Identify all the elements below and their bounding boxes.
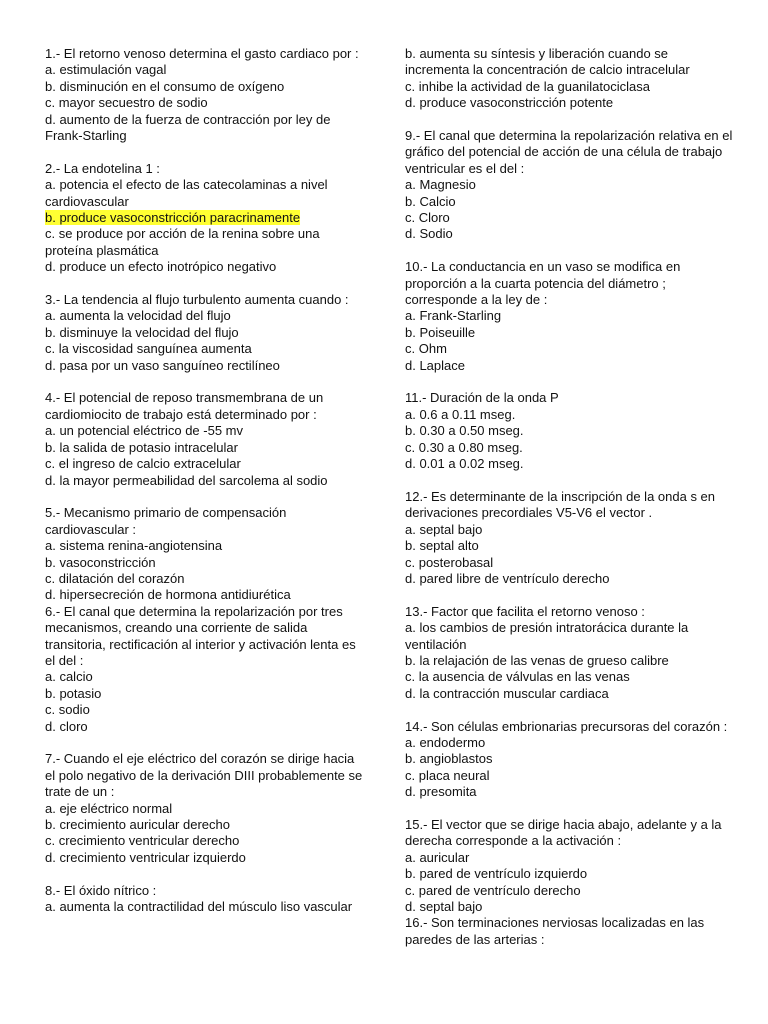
question-14 — [405, 719, 735, 801]
option-a: a. eje eléctrico normal — [45, 800, 173, 816]
option-c: c. crecimiento ventricular derecho — [45, 833, 240, 849]
option-c: c. Cloro — [405, 210, 450, 226]
option-b: b. la relajación de las venas de grueso calibre — [405, 652, 669, 668]
option-d: d. pared libre de ventrículo derecho — [405, 570, 610, 586]
option-a: a. aumenta la contractilidad del músculo liso vascular — [45, 899, 353, 915]
option-d: d. 0.01 a 0.02 mseg. — [405, 456, 524, 472]
question-stem: 3.- La tendencia al flujo turbulento aumenta cuando : — [45, 292, 349, 308]
option-d: d. septal bajo — [405, 899, 483, 915]
option-c: c. mayor secuestro de sodio — [45, 95, 208, 111]
question-stem: 4.- El potencial de reposo transmembrana de un cardiomiocito de trabajo está determinado por : — [45, 390, 324, 422]
option-c: c. el ingreso de calcio extracelular — [45, 456, 241, 472]
question-3 — [45, 292, 367, 374]
option-b: b. disminuye la velocidad del flujo — [45, 324, 239, 340]
option-d: d. cloro — [45, 718, 88, 734]
option-a: a. Frank-Starling — [405, 308, 502, 324]
option-c: c. placa neural — [405, 767, 490, 783]
option-a: a. sistema renina-angiotensina — [45, 538, 223, 554]
left-column — [45, 46, 367, 915]
question-12 — [405, 489, 735, 587]
option-d: d. la mayor permeabilidad del sarcolema al sodio — [45, 472, 328, 488]
question-stem: 14.- Son células embrionarias precursoras del corazón : — [405, 718, 728, 734]
question-11 — [405, 390, 735, 472]
option-a: a. septal bajo — [405, 521, 483, 537]
option-d: d. crecimiento ventricular izquierdo — [45, 849, 246, 865]
option-c: c. la viscosidad sanguínea aumenta — [45, 341, 252, 357]
question-8 — [45, 883, 367, 916]
question-stem: 8.- El óxido nítrico : — [45, 882, 157, 898]
right-column — [405, 46, 735, 948]
option-b: b. Poiseuille — [405, 324, 476, 340]
option-b: b. Calcio — [405, 193, 456, 209]
question-13 — [405, 604, 735, 702]
option-b: b. septal alto — [405, 538, 479, 554]
question-stem: 16.- Son terminaciones nerviosas localizadas en las paredes de las arterias : — [405, 915, 705, 947]
option-c: c. posterobasal — [405, 554, 494, 570]
question-stem: 6.- El canal que determina la repolarización por tres mecanismos, creando una corriente de salida transitoria, rectificación al interior y activación lenta es el del : — [45, 603, 356, 668]
option-d: d. hipersecreción de hormona antidiurética — [45, 587, 291, 603]
option-a: a. un potencial eléctrico de -55 mv — [45, 423, 243, 439]
question-15 — [405, 817, 735, 915]
option-a: a. Magnesio — [405, 177, 476, 193]
question-stem: 15.- El vector que se dirige hacia abajo, adelante y a la derecha corresponde a la activación : — [405, 816, 722, 849]
option-d: d. Sodio — [405, 226, 453, 242]
question-9 — [405, 128, 735, 243]
question-7 — [45, 751, 367, 866]
option-a: a. auricular — [405, 849, 470, 865]
question-10 — [405, 259, 735, 374]
question-stem: 1.- El retorno venoso determina el gasto cardiaco por : — [45, 46, 359, 61]
option-a: a. 0.6 a 0.11 mseg. — [405, 406, 516, 422]
option-c: c. dilatación del corazón — [45, 570, 185, 586]
option-a: a. endodermo — [405, 734, 486, 750]
question-1 — [45, 46, 367, 144]
question-stem: 12.- Es determinante de la inscripción de la onda s en derivaciones precordiales V5-V6 el vector . — [405, 488, 716, 521]
option-b: b. la salida de potasio intracelular — [45, 439, 238, 455]
option-c: c. 0.30 a 0.80 mseg. — [405, 439, 523, 455]
option-d: d. pasa por un vaso sanguíneo rectilíneo — [45, 357, 280, 373]
question-stem: 10.- La conductancia en un vaso se modifica en proporción a la cuarta potencia del diámetro ; corresponde a la ley de : — [405, 259, 681, 308]
option-c: c. Ohm — [405, 341, 447, 357]
question-8-continued — [405, 46, 735, 112]
question-stem: 9.- El canal que determina la repolarización relativa en el gráfico del potencial de acción de una célula de trabajo ventricular es el del : — [405, 128, 733, 176]
option-b-highlighted — [45, 210, 367, 226]
question-stem: 5.- Mecanismo primario de compensación cardiovascular : — [45, 505, 287, 537]
option-d: d. aumento de la fuerza de contracción por ley de Frank-Starling — [45, 111, 331, 144]
option-d: d. produce vasoconstricción potente — [405, 95, 614, 111]
option-c: c. se produce por acción de la renina sobre una proteína plasmática — [45, 226, 320, 258]
option-c: c. la ausencia de válvulas en las venas — [405, 669, 630, 685]
question-stem: 13.- Factor que facilita el retorno venoso : — [405, 603, 645, 619]
option-a: a. calcio — [45, 669, 93, 685]
option-b: b. pared de ventrículo izquierdo — [405, 866, 588, 882]
option-a: a. potencia el efecto de las catecolaminas a nivel cardiovascular — [45, 177, 328, 209]
option-d: d. produce un efecto inotrópico negativo — [45, 259, 277, 275]
highlighted-answer: b. produce vasoconstricción paracrinamente — [45, 210, 301, 226]
option-b: b. disminución en el consumo de oxígeno — [45, 78, 285, 94]
question-2 — [45, 161, 367, 276]
question-5 — [45, 505, 367, 603]
option-b: b. crecimiento auricular derecho — [45, 817, 230, 833]
option-d: d. Laplace — [405, 357, 465, 373]
option-a: a. los cambios de presión intratorácica durante la ventilación — [405, 620, 689, 652]
option-d: d. presomita — [405, 784, 477, 800]
question-4 — [45, 390, 367, 488]
option-b: b. aumenta su síntesis y liberación cuando se incrementa la concentración de calcio intracelular — [405, 46, 690, 78]
option-b: b. 0.30 a 0.50 mseg. — [405, 423, 524, 439]
option-b: b. angioblastos — [405, 751, 493, 767]
option-c: c. inhibe la actividad de la guanilatociclasa — [405, 78, 650, 94]
option-c: c. sodio — [45, 702, 90, 718]
question-6 — [45, 604, 367, 735]
question-stem: 11.- Duración de la onda P — [405, 390, 559, 406]
option-a: a. estimulación vagal — [45, 62, 167, 78]
option-c: c. pared de ventrículo derecho — [405, 882, 581, 898]
option-a: a. aumenta la velocidad del flujo — [45, 308, 231, 324]
option-b: b. vasoconstricción — [45, 554, 156, 570]
question-stem: 2.- La endotelina 1 : — [45, 160, 160, 176]
question-stem: 7.- Cuando el eje eléctrico del corazón se dirige hacia el polo negativo de la derivación DIII probablemente se trate de un : — [45, 751, 363, 800]
option-b: b. potasio — [45, 685, 102, 701]
option-d: d. la contracción muscular cardiaca — [405, 685, 609, 701]
question-16 — [405, 915, 735, 948]
